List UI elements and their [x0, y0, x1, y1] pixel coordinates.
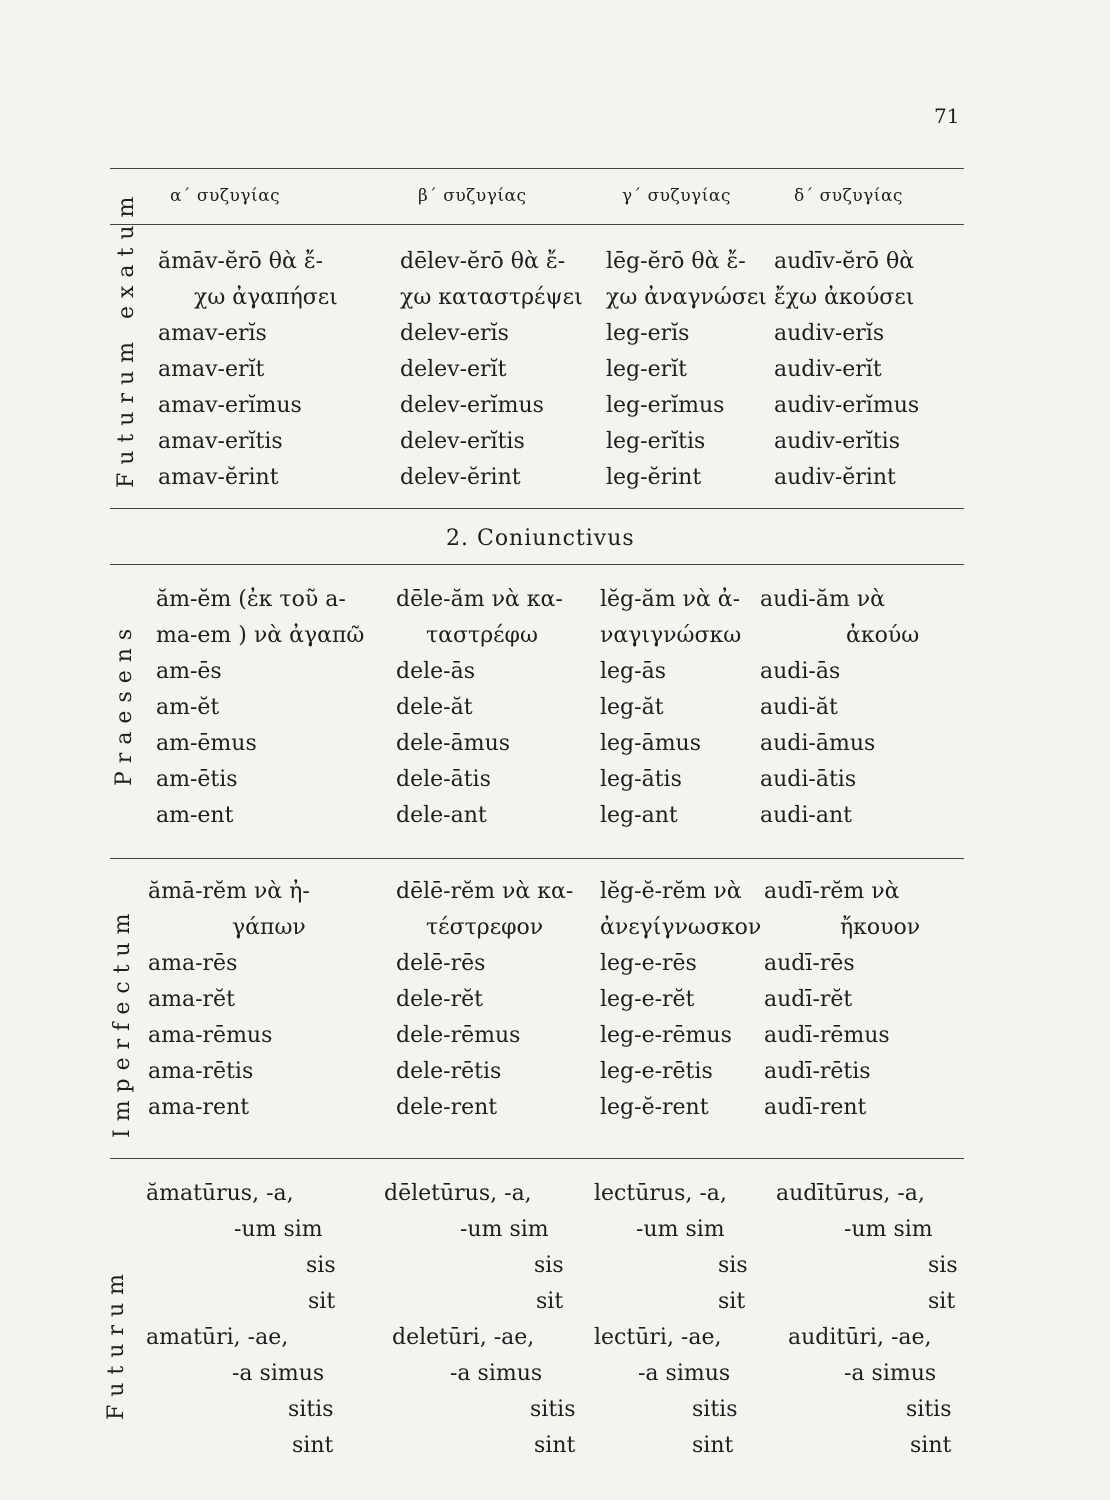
form: sint — [910, 1433, 952, 1458]
futurum-exatum-col2 — [400, 244, 583, 496]
form: audītūrus, -a, — [776, 1181, 925, 1206]
form: sint — [292, 1433, 334, 1458]
form: χω ἀγαπήσει — [194, 285, 338, 310]
form: dele-rent — [396, 1095, 498, 1120]
form: ταστρέφω — [426, 623, 538, 648]
form: delev-ĕrint — [400, 465, 521, 490]
form: sis — [534, 1253, 564, 1278]
form: am-ētis — [156, 767, 238, 792]
form: leg-ĕ-rent — [600, 1095, 709, 1120]
form: -um sim — [844, 1217, 933, 1242]
praesens-col1 — [156, 582, 364, 834]
form: leg-erĭmus — [606, 393, 725, 418]
form: audi-ant — [760, 803, 852, 828]
section-rule — [110, 508, 964, 509]
form: dēle-ăm νὰ κα- — [396, 587, 563, 612]
form: leg-āmus — [600, 731, 702, 756]
coniunctivus-title: 2. Coniunctivus — [446, 526, 635, 551]
form: ama-rēmus — [148, 1023, 273, 1048]
form: lĕg-ăm νὰ ἀ- — [600, 587, 741, 612]
form: ἔχω ἀκούσει — [774, 285, 915, 310]
form: sitis — [530, 1397, 576, 1422]
form: sis — [718, 1253, 748, 1278]
form: audiv-ĕrint — [774, 465, 896, 490]
section-rule — [110, 858, 964, 859]
form: audi-ăt — [760, 695, 838, 720]
form: sis — [306, 1253, 336, 1278]
form: am-ēmus — [156, 731, 257, 756]
form: -a simus — [638, 1361, 731, 1386]
form: sint — [692, 1433, 734, 1458]
header-col4: δ΄ συζυγίας — [794, 186, 903, 206]
form: leg-e-rēs — [600, 951, 697, 976]
form: -a simus — [232, 1361, 325, 1386]
form: audiv-erĭs — [774, 321, 885, 346]
form: dele-ās — [396, 659, 475, 684]
form: sint — [534, 1433, 576, 1458]
futurum-col1 — [146, 1176, 336, 1464]
form: amav-ĕrint — [158, 465, 279, 490]
imperfectum-col4 — [764, 874, 920, 1126]
form: ἀνεγίγνωσκον — [600, 915, 762, 940]
form: leg-ĕrint — [606, 465, 702, 490]
form: leg-ātis — [600, 767, 682, 792]
form: auditūri, -ae, — [788, 1325, 932, 1350]
form: am-ēs — [156, 659, 222, 684]
form: audi-ās — [760, 659, 841, 684]
form: amav-erĭmus — [158, 393, 302, 418]
form: delev-erĭmus — [400, 393, 544, 418]
imperfectum-col1 — [148, 874, 310, 1126]
form: leg-erĭt — [606, 357, 687, 382]
form: ămāv-ĕrō θὰ ἔ- — [158, 249, 324, 274]
form: amav-erĭs — [158, 321, 267, 346]
form: ama-rēs — [148, 951, 238, 976]
form: γάπων — [232, 915, 306, 940]
praesens-col3 — [600, 582, 741, 834]
form: audī-rĕm νὰ — [764, 879, 900, 904]
form: delev-erĭs — [400, 321, 509, 346]
form: audi-ātis — [760, 767, 857, 792]
page-number: 71 — [934, 104, 960, 128]
form: amatūri, -ae, — [146, 1325, 289, 1350]
form: audī-rĕt — [764, 987, 853, 1012]
form: dele-rētis — [396, 1059, 502, 1084]
header-col3: γ΄ συζυγίας — [622, 186, 731, 206]
form: sit — [536, 1289, 564, 1314]
section-rule — [110, 1158, 964, 1159]
form: audī-rent — [764, 1095, 867, 1120]
form: dēlev-ĕrō θὰ ἔ- — [400, 249, 566, 274]
praesens-col4 — [760, 582, 919, 834]
form: amav-erĭt — [158, 357, 265, 382]
form: leg-ăt — [600, 695, 664, 720]
praesens-col2 — [396, 582, 563, 834]
form: sitis — [906, 1397, 952, 1422]
form: dele-ăt — [396, 695, 473, 720]
form: audi-ăm νὰ — [760, 587, 886, 612]
form: -um sim — [636, 1217, 725, 1242]
form: audīv-ĕrō θὰ — [774, 249, 915, 274]
form: ămā-rĕm νὰ ἠ- — [148, 879, 310, 904]
form: ama-rent — [148, 1095, 250, 1120]
form: deletūri, -ae, — [392, 1325, 535, 1350]
section-label-praesens: Praesens — [112, 620, 137, 786]
form: χω ἀναγνώσει — [606, 285, 767, 310]
form: sitis — [692, 1397, 738, 1422]
section-label-futurum-exatum: Futurum exatum — [114, 188, 139, 488]
futurum-exatum-col3 — [606, 244, 767, 496]
form: audiv-erĭmus — [774, 393, 920, 418]
form: lectūrus, -a, — [594, 1181, 727, 1206]
futurum-col4 — [776, 1176, 958, 1464]
futurum-exatum-col4 — [774, 244, 919, 496]
form: ma-em ) νὰ ἀγαπῶ — [156, 623, 365, 648]
form: τέστρεφον — [426, 915, 544, 940]
form: leg-erĭs — [606, 321, 690, 346]
form: ama-rētis — [148, 1059, 254, 1084]
form: dēletūrus, -a, — [384, 1181, 532, 1206]
imperfectum-col2 — [396, 874, 573, 1126]
form: ἤκουον — [840, 915, 921, 940]
futurum-exatum-col1 — [158, 244, 338, 496]
form: -um sim — [460, 1217, 549, 1242]
form: leg-ās — [600, 659, 666, 684]
form: delev-erĭt — [400, 357, 507, 382]
form: ăm-ĕm (ἐκ τοῦ a- — [156, 587, 346, 612]
form: ama-rĕt — [148, 987, 235, 1012]
form: ναγιγνώσκω — [600, 623, 742, 648]
form: lĕg-ĕ-rĕm νὰ — [600, 879, 742, 904]
form: audi-āmus — [760, 731, 876, 756]
form: -um sim — [234, 1217, 323, 1242]
header-col1: α΄ συζυγίας — [170, 186, 281, 206]
form: sit — [928, 1289, 956, 1314]
section-label-futurum: Futurum — [104, 1266, 129, 1420]
form: leg-e-rĕt — [600, 987, 695, 1012]
form: audī-rēs — [764, 951, 855, 976]
form: lēg-ĕrō θὰ ἔ- — [606, 249, 746, 274]
futurum-col3 — [594, 1176, 748, 1464]
form: dele-rĕt — [396, 987, 483, 1012]
form: leg-e-rēmus — [600, 1023, 732, 1048]
form: sit — [308, 1289, 336, 1314]
form: dele-rēmus — [396, 1023, 521, 1048]
form: ἀκούω — [846, 623, 920, 648]
form: dele-āmus — [396, 731, 511, 756]
form: am-ent — [156, 803, 234, 828]
form: delev-erĭtis — [400, 429, 525, 454]
imperfectum-col3 — [600, 874, 761, 1126]
section-label-imperfectum: Imperfectum — [110, 905, 135, 1138]
form: sitis — [288, 1397, 334, 1422]
form: am-ĕt — [156, 695, 220, 720]
form: leg-erĭtis — [606, 429, 706, 454]
form: delē-rēs — [396, 951, 486, 976]
form: leg-ant — [600, 803, 678, 828]
form: audī-rētis — [764, 1059, 871, 1084]
form: -a simus — [844, 1361, 937, 1386]
form: amav-erĭtis — [158, 429, 283, 454]
form: leg-e-rētis — [600, 1059, 713, 1084]
section-rule — [110, 564, 964, 565]
header-col2: β΄ συζυγίας — [418, 186, 527, 206]
top-rule — [110, 168, 964, 169]
form: dele-ant — [396, 803, 487, 828]
form: lectūri, -ae, — [594, 1325, 722, 1350]
form: audiv-erĭtis — [774, 429, 901, 454]
form: ămatūrus, -a, — [146, 1181, 294, 1206]
form: χω καταστρέψει — [400, 285, 583, 310]
form: dēlē-rĕm νὰ κα- — [396, 879, 574, 904]
form: audī-rēmus — [764, 1023, 890, 1048]
form: dele-ātis — [396, 767, 491, 792]
form: -a simus — [450, 1361, 543, 1386]
form: audiv-erĭt — [774, 357, 882, 382]
form: sis — [928, 1253, 958, 1278]
form: sit — [718, 1289, 746, 1314]
header-rule — [110, 224, 964, 225]
futurum-col2 — [384, 1176, 576, 1464]
